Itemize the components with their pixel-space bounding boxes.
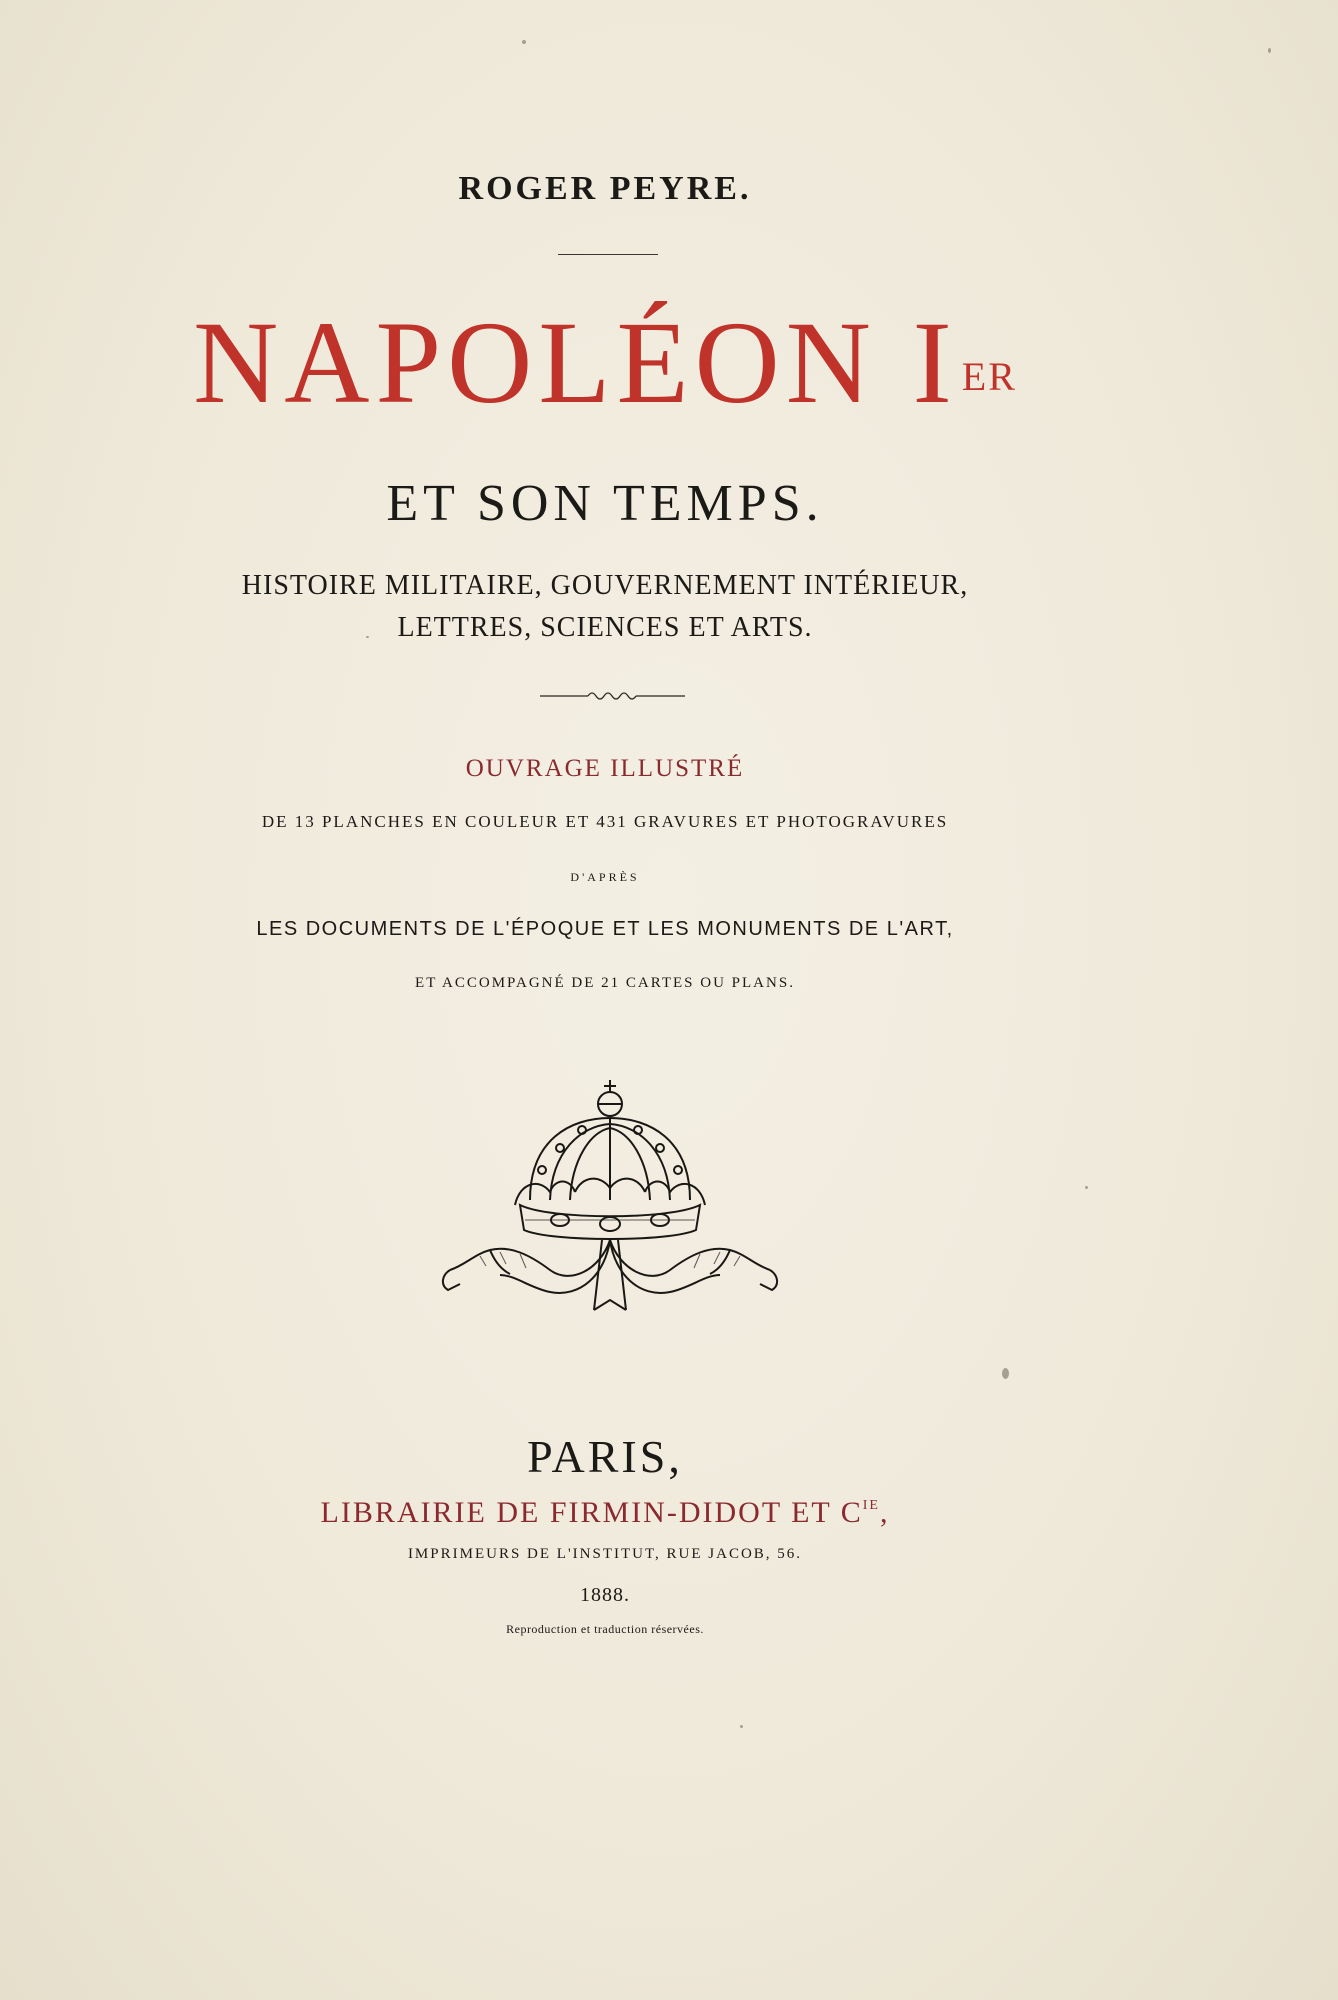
paper-speck [1268,48,1271,53]
publisher-trailing: , [879,1496,890,1529]
publisher-name: LIBRAIRIE DE FIRMIN-DIDOT ET C [320,1496,863,1529]
imperial-crown-with-ribbons-icon [420,1070,800,1320]
imprint-city: PARIS, [527,1431,683,1482]
imprint-year: 1888. [580,1584,630,1606]
paper-speck [366,636,369,638]
imprint-printer: IMPRIMEURS DE L'INSTITUT, RUE JACOB, 56. [407,1546,803,1562]
paper-speck [1002,1368,1009,1379]
book-title [0,298,1210,428]
author-name: ROGER PEYRE. [458,170,752,207]
plates-line: DE 13 PLANCHES EN COULEUR ET 431 GRAVURES ET PHOTOGRAVURES [261,812,949,831]
book-title-main: NAPOLÉON I [193,297,958,428]
book-title-superscript: ER [961,354,1017,399]
illustrations-heading: OUVRAGE ILLUSTRÉ [465,755,745,782]
imprint-publisher [0,1496,1210,1530]
paper-speck [1085,1186,1088,1189]
book-subtitle: ET SON TEMPS. [386,475,824,532]
sources-line: LES DOCUMENTS DE L'ÉPOQUE ET LES MONUMENTS DE L'ART, [256,918,954,940]
publisher-superscript: IE [862,1498,880,1513]
maps-line: ET ACCOMPAGNÉ DE 21 CARTES OU PLANS. [415,975,795,991]
description-line-1: HISTOIRE MILITAIRE, GOUVERNEMENT INTÉRIEUR, [241,570,969,601]
paper-speck [740,1725,743,1728]
wavy-rule-icon [540,688,685,704]
after-line: D'APRÈS [570,870,640,884]
rights-notice: Reproduction et traduction réservées. [506,1622,704,1636]
short-rule-divider [558,254,658,255]
description-line-2: LETTRES, SCIENCES ET ARTS. [397,612,813,643]
paper-speck [522,40,526,44]
